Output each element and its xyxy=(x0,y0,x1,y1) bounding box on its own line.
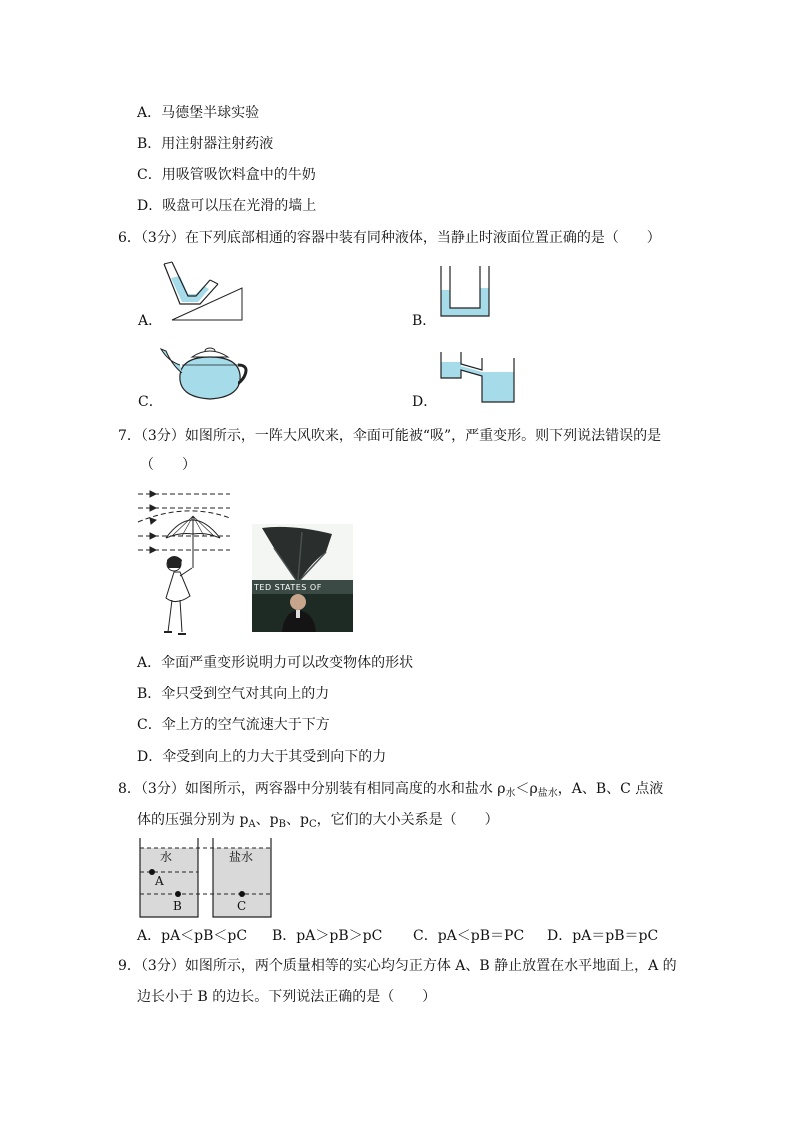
q6-figure-a xyxy=(160,258,250,324)
q8-point-c-label: C xyxy=(237,899,247,913)
q6-label-b: B． xyxy=(412,313,437,329)
q7-option-a: A．伞面严重变形说明力可以改变物体的形状 xyxy=(137,655,414,671)
q7-photo-caption: TED STATES OF xyxy=(254,583,322,592)
q8-stem-line2: 体的压强分别为 $p_A$、$p_B$、$p_C$，它们的大小关系是（ ） xyxy=(137,812,499,830)
q6-label-c: C． xyxy=(138,394,163,410)
q9-line2: 边长小于 B 的边长。下列说法正确的是（ ） xyxy=(137,989,437,1005)
q5-option-a: A．马德堡半球实验 xyxy=(137,105,260,121)
q9-line1: 9．（3分）如图所示，两个质量相等的实心均匀正方体 A、B 静止放置在水平地面上，A 的 xyxy=(118,958,677,974)
q6-label-d: D． xyxy=(412,394,438,410)
q8-stem-line1 xyxy=(118,779,663,804)
q8-option-a: A．pA＜pB＜pC xyxy=(137,928,248,944)
q6-stem: 6．（3分）在下列底部相通的容器中装有同种液体，当静止时液面位置正确的是（ ） xyxy=(118,230,661,246)
q7-option-c: C．伞上方的空气流速大于下方 xyxy=(137,717,330,733)
q6-label-a: A． xyxy=(138,313,163,329)
q5-option-d: D．吸盘可以压在光滑的墙上 xyxy=(137,198,317,214)
q7-umbrella-photo xyxy=(252,524,353,632)
q8-containers-figure xyxy=(140,838,272,918)
q6-figure-d xyxy=(440,352,516,404)
q7-paren: （ ） xyxy=(140,457,196,473)
q6-figure-b xyxy=(440,266,490,318)
q5-option-b: B．用注射器注射药液 xyxy=(137,136,274,152)
q8-option-d: D．pA＝pB＝pC xyxy=(547,928,659,944)
q8-option-c: C．pA＜pB＝PC xyxy=(413,928,525,944)
q7-option-b: B．伞只受到空气对其向上的力 xyxy=(137,686,330,702)
q8-stem-suffix: ，A、B、C 点液 xyxy=(557,781,664,797)
q8-point-b-label: B xyxy=(173,899,182,913)
q8-water-label: 水 xyxy=(160,850,173,864)
q7-stem: 7．（3分）如图所示，一阵大风吹来，伞面可能被“吸”，严重变形。则下列说法错误的是 xyxy=(118,428,662,444)
q8-salt-label: 盐水 xyxy=(229,850,254,864)
q8-sub-salt: 盐水 xyxy=(537,788,558,799)
q5-option-c: C．用吸管吸饮料盒中的牛奶 xyxy=(137,167,316,183)
q7-umbrella-wind-figure xyxy=(136,488,236,638)
q8-line2-suffix: ，它们的大小关系是（ ） xyxy=(316,812,499,828)
q7-option-d: D．伞受到向上的力大于其受到向下的力 xyxy=(137,749,387,765)
q8-stem-prefix: 8．（3分）如图所示，两容器中分别装有相同高度的水和盐水 ρ xyxy=(118,781,506,797)
q8-line2-prefix: 体的压强分别为 p xyxy=(137,812,249,828)
q8-sub-water: 水 xyxy=(505,788,516,799)
q6-figure-c xyxy=(158,343,244,403)
q8-lt: ＜ρ xyxy=(515,781,538,797)
q8-point-a-label: A xyxy=(155,874,164,888)
q8-option-b: B．pA＞pB＞pC xyxy=(272,928,383,944)
